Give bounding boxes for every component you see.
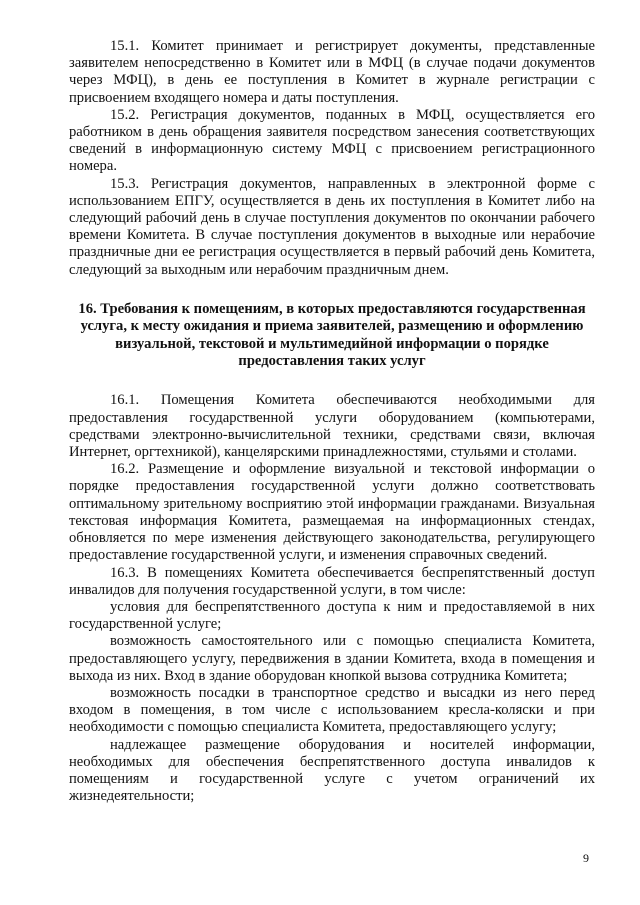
- list-item-movement: возможность самостоятельного или с помощью специалиста Комитета, предоставляющего услугу, передвижения в здании Комитета, входа в помещения и выхода из них. Вход в здание оборудован кнопкой вызова сотрудника Комитета;: [69, 633, 595, 684]
- paragraph-15-1: 15.1. Комитет принимает и регистрирует документы, представленные заявителем непосредственно в Комитет или в МФЦ (в случае подачи документов через МФЦ), в день ее поступления в Комитет в журнале регистрации с присвоением входящего номера и даты поступления.: [69, 38, 595, 106]
- list-item-access-conditions: условия для беспрепятственного доступа к ним и предоставляемой в них государственной услуге;: [69, 598, 595, 633]
- section-heading-16: 16. Требования к помещениям, в которых предоставляются государственная услуга, к месту ожидания и приема заявителей, размещению и оформлению визуальной, текстовой и мультимедийной информации о порядке предоставления таких услуг: [78, 300, 586, 370]
- paragraph-16-3: 16.3. В помещениях Комитета обеспечивается беспрепятственный доступ инвалидов для получения государственной услуги, в том числе:: [69, 564, 595, 598]
- paragraph-15-2: 15.2. Регистрация документов, поданных в МФЦ, осуществляется его работником в день обращения заявителя посредством занесения соответствующих сведений в информационную систему МФЦ с присвоением регистрационного номера.: [69, 106, 595, 175]
- list-item-equipment: надлежащее размещение оборудования и носителей информации, необходимых для обеспечения беспрепятственного доступа инвалидов к помещениям и государственной услуге с учетом ограничений их жизнедеятельности;: [69, 736, 595, 805]
- paragraph-15-3: 15.3. Регистрация документов, направленных в электронной форме с использованием ЕПГУ, осуществляется в день их поступления в Комитет либо на следующий рабочий день в случае поступления документов по окончании рабочего времени Комитета. В случае поступления документов в выходные или нерабочие праздничные дни ее регистрация осуществляется в первый рабочий день Комитета, следующий за выходным или нерабочим праздничным днем.: [69, 175, 595, 278]
- paragraph-16-1: 16.1. Помещения Комитета обеспечиваются необходимыми для предоставления государственной услуги оборудованием (компьютерами, средствами электронно-вычислительной техники, средствами связи, включая Интернет, оргтехникой), канцелярскими принадлежностями, стульями и столами.: [69, 392, 595, 461]
- document-page: [69, 38, 595, 805]
- paragraph-16-2: 16.2. Размещение и оформление визуальной и текстовой информации о порядке предоставления государственной услуги должно соответствовать оптимальному зрительному восприятию этой информации гражданами. Визуальная текстовая информация Комитета, размещаемая на информационных стендах, обновляется по мере изменения действующего законодательства, регулирующего предоставление государственной услуги, и изменения справочных сведений.: [69, 461, 595, 564]
- list-item-transport: возможность посадки в транспортное средство и высадки из него перед входом в помещения, в том числе с использованием кресла-коляски и при необходимости с помощью специалиста Комитета, предоставляющего услугу;: [69, 684, 595, 736]
- page-number: 9: [583, 851, 589, 865]
